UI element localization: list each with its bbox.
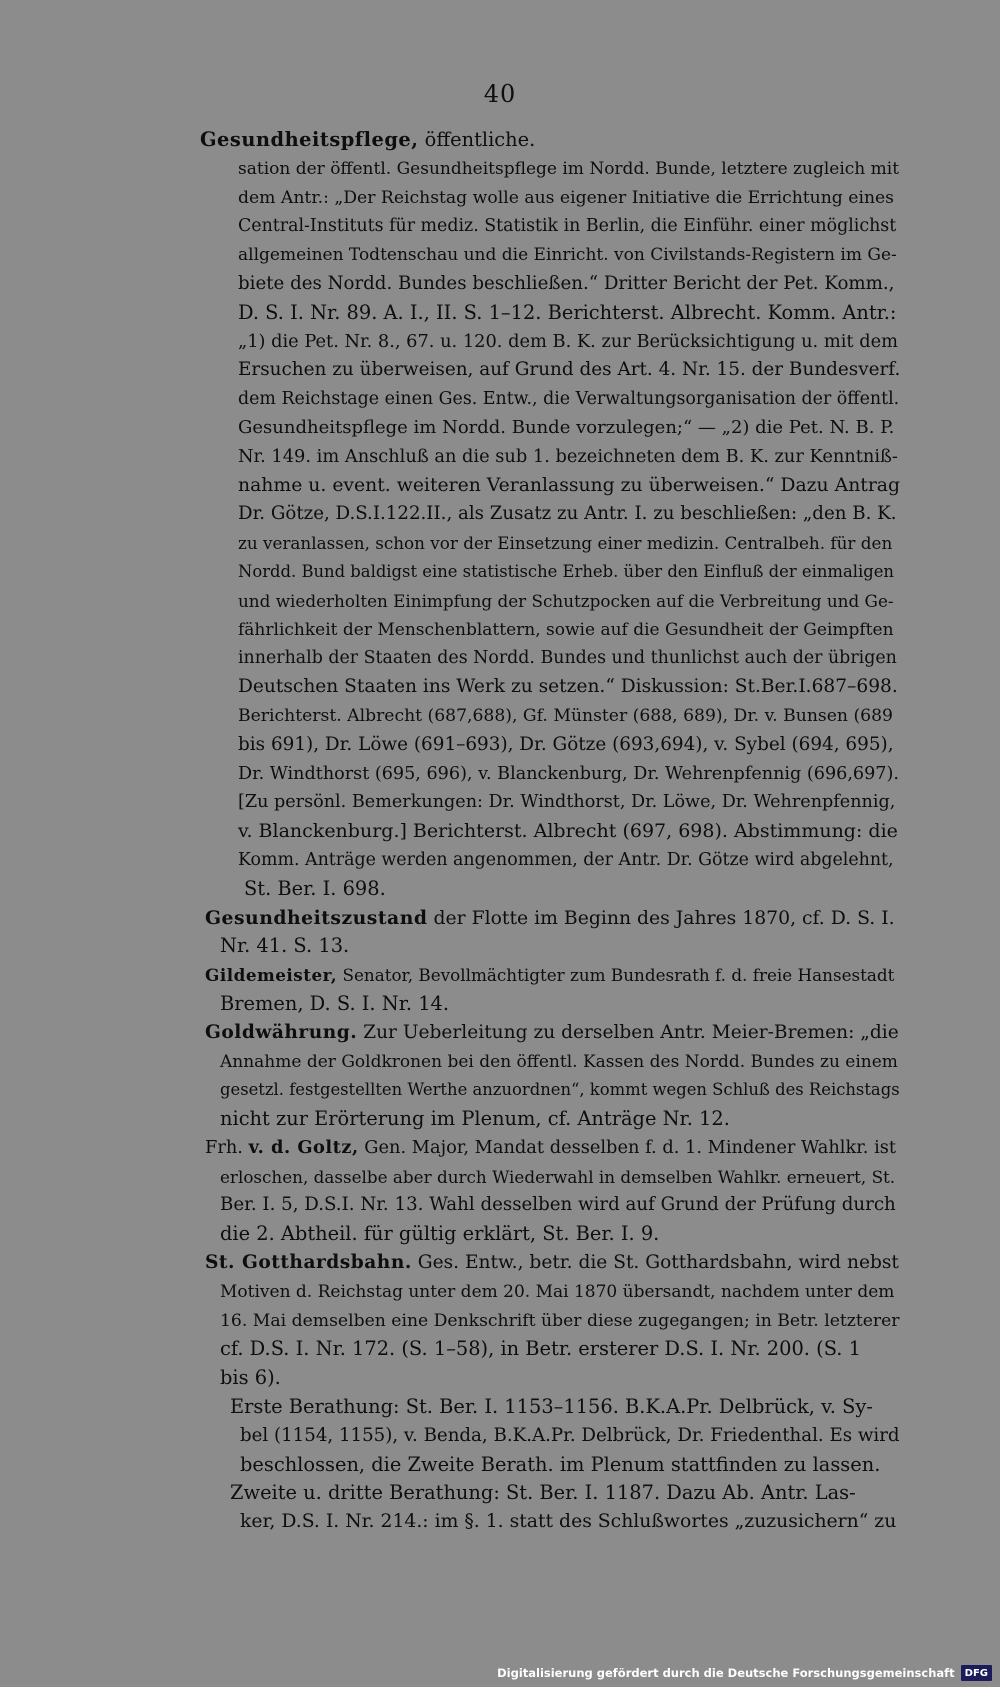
text-line [200,961,900,990]
line-text: fährlichkeit der Menschenblattern, sowie auf die Gesundheit der Geimpften [238,619,894,640]
document-text [200,126,900,1537]
line-text: 16. Mai demselben eine Denkschrift über diese zugegangen; in Betr. letzterer [220,1310,900,1331]
text-line [200,558,900,587]
line-text: cf. D.S. I. Nr. 172. (S. 1–58), in Betr. ersterer D.S. I. Nr. 200. (S. 1 [220,1337,861,1361]
text-line [200,1134,900,1163]
text-line [200,1393,900,1422]
dfg-logo-icon: DFG [961,1665,992,1681]
text-line [200,904,900,933]
text-line [200,673,900,702]
text-line [200,184,900,213]
entry-heading: Gesundheitspflege, [200,128,419,151]
line-text: Senator, Bevollmächtigter zum Bundesrath f. d. freie Hansestadt [337,965,895,986]
text-line [200,443,900,472]
entry-heading: Goldwährung. [205,1021,358,1043]
line-text: gesetzl. festgestellten Werthe anzuordnen“, kommt wegen Schluß des Reichstags [220,1080,900,1100]
line-text: bis 6). [220,1366,281,1390]
text-line [200,1278,900,1307]
line-text: nicht zur Erörterung im Plenum, cf. Anträge Nr. 12. [220,1107,730,1131]
line-text: ker, D.S. I. Nr. 214.: im §. 1. statt des Schlußwortes „zuzusichern“ zu [240,1511,897,1533]
line-text: und wiederholten Einimpfung der Schutzpocken auf die Verbreitung und Ge- [238,590,894,611]
text-line [200,932,900,961]
text-line [200,299,900,328]
page-number: 40 [483,80,517,108]
text-line [200,414,900,443]
entry-heading: Gildemeister, [205,965,338,986]
text-line [200,1105,900,1134]
line-text: der Flotte im Beginn des Jahres 1870, cf. D. S. I. [427,907,895,929]
text-line [200,587,900,616]
line-text: nahme u. event. weiteren Veranlassung zu überweisen.“ Dazu Antrag [238,474,900,496]
text-line [200,241,900,270]
line-text: Komm. Anträge werden angenommen, der Antr. Dr. Götze wird abgelehnt, [238,849,894,870]
text-line [200,1307,900,1336]
line-text: Gesundheitspflege im Nordd. Bunde vorzulegen;“ — „2) die Pet. N. B. P. [238,416,895,438]
text-line [200,1220,900,1249]
text-line [200,1422,900,1451]
entry-heading: St. Gotthardsbahn. [205,1252,412,1274]
text-line [200,731,900,760]
text-line [200,500,900,529]
line-text: zu veranlassen, schon vor der Einsetzung einer medizin. Centralbeh. für den [238,533,893,554]
line-text: Dr. Windthorst (695, 696), v. Blanckenburg, Dr. Wehrenpfennig (696,697). [238,763,899,784]
text-line [200,990,900,1019]
line-text: Frh. [205,1136,249,1158]
text-line [200,1479,900,1508]
text-line [200,212,900,241]
line-text: Zur Ueberleitung zu derselben Antr. Meier-Bremen: „die [357,1021,899,1043]
footer [497,1661,992,1685]
line-text: Zweite u. dritte Berathung: St. Ber. I. 1187. Dazu Ab. Antr. Las- [230,1481,856,1505]
entry-heading: Gesundheitszustand [205,906,428,929]
text-line [200,472,900,501]
line-text: St. Ber. I. 698. [244,876,386,900]
text-line [200,1249,900,1278]
text-line [200,875,900,904]
text-line [200,1191,900,1220]
text-line [200,126,900,155]
text-line [200,155,900,184]
line-text: „1) die Pet. Nr. 8., 67. u. 120. dem B. K. zur Berücksichtigung u. mit dem [238,330,898,352]
text-line [200,328,900,357]
text-line [200,1163,900,1192]
text-line [200,1335,900,1364]
line-text: sation der öffentl. Gesundheitspflege im Nordd. Bunde, letztere zugleich mit [238,158,900,179]
text-line [200,616,900,645]
line-text: Annahme der Goldkronen bei den öffentl. Kassen des Nordd. Bundes zu einem [220,1051,898,1072]
text-line [200,1364,900,1393]
footer-credit: Digitalisierung gefördert durch die Deutsche Forschungsgemeinschaft [497,1666,955,1680]
text-line [200,817,900,846]
line-text: erloschen, dasselbe aber durch Wiederwahl in demselben Wahlkr. erneuert, St. [220,1166,896,1187]
line-text: biete des Nordd. Bundes beschließen.“ Dritter Bericht der Pet. Komm., [238,272,895,294]
line-text: [Zu persönl. Bemerkungen: Dr. Windthorst, Dr. Löwe, Dr. Wehrenpfennig, [238,792,896,813]
text-line [200,1508,900,1537]
line-text: bel (1154, 1155), v. Benda, B.K.A.Pr. Delbrück, Dr. Friedenthal. Es wird [240,1424,900,1446]
text-line [200,270,900,299]
line-text: Gen. Major, Mandat desselben f. d. 1. Mindener Wahlkr. ist [358,1136,897,1158]
line-text: Nr. 149. im Anschluß an die sub 1. bezeichneten dem B. K. zur Kenntniß- [238,445,898,467]
text-line [200,846,900,875]
text-line [200,356,900,385]
line-text: innerhalb der Staaten des Nordd. Bundes und thunlichst auch der übrigen [238,648,897,669]
line-text: Central-Instituts für mediz. Statistik in Berlin, die Einführ. einer möglichst [238,216,897,237]
line-text: Erste Berathung: St. Ber. I. 1153–1156. B.K.A.Pr. Delbrück, v. Sy- [230,1395,873,1419]
line-text: die 2. Abtheil. für gültig erklärt, St. Ber. I. 9. [220,1222,660,1246]
line-text: beschlossen, die Zweite Berath. im Plenum stattfinden zu lassen. [240,1452,881,1476]
line-text: v. Blanckenburg.] Berichterst. Albrecht (697, 698). Abstimmung: die [238,820,898,843]
line-text: Deutschen Staaten ins Werk zu setzen.“ Diskussion: St.Ber.I.687–698. [238,676,898,698]
line-text: Motiven d. Reichstag unter dem 20. Mai 1870 übersandt, nachdem unter dem [220,1281,895,1302]
line-text: dem Antr.: „Der Reichstag wolle aus eigener Initiative die Errichtung eines [238,187,895,208]
line-text: bis 691), Dr. Löwe (691–693), Dr. Götze (693,694), v. Sybel (694, 695), [238,733,894,755]
line-text: Berichterst. Albrecht (687,688), Gf. Münster (688, 689), Dr. v. Bunsen (689 [238,705,893,726]
text-line [200,760,900,789]
text-line [200,529,900,558]
line-text: Bremen, D. S. I. Nr. 14. [220,991,450,1015]
text-line [200,1019,900,1048]
line-text: D. S. I. Nr. 89. A. I., II. S. 1–12. Berichterst. Albrecht. Komm. Antr.: [238,300,897,324]
text-line [200,644,900,673]
text-line [200,1451,900,1480]
line-text: Nr. 41. S. 13. [220,934,350,958]
text-line [200,702,900,731]
text-line [200,1048,900,1077]
text-line [200,788,900,817]
line-text: dem Reichstage einen Ges. Entw., die Verwaltungsorganisation der öffentl. [238,389,900,410]
text-line [200,1076,900,1105]
line-text: Ersuchen zu überweisen, auf Grund des Art. 4. Nr. 15. der Bundesverf. [238,359,900,381]
line-text: Nordd. Bund baldigst eine statistische Erheb. über den Einfluß der einmaligen [238,561,894,581]
line-text: Ber. I. 5, D.S.I. Nr. 13. Wahl desselben wird auf Grund der Prüfung durch [220,1194,896,1216]
line-text: Ges. Entw., betr. die St. Gotthardsbahn, wird nebst [411,1252,899,1274]
line-text: öffentliche. [418,128,536,151]
line-text: allgemeinen Todtenschau und die Einricht. von Civilstands-Registern im Ge- [238,245,897,266]
text-line [200,385,900,414]
entry-heading: v. d. Goltz, [248,1136,359,1158]
line-text: Dr. Götze, D.S.I.122.II., als Zusatz zu Antr. I. zu beschließen: „den B. K. [238,503,897,525]
